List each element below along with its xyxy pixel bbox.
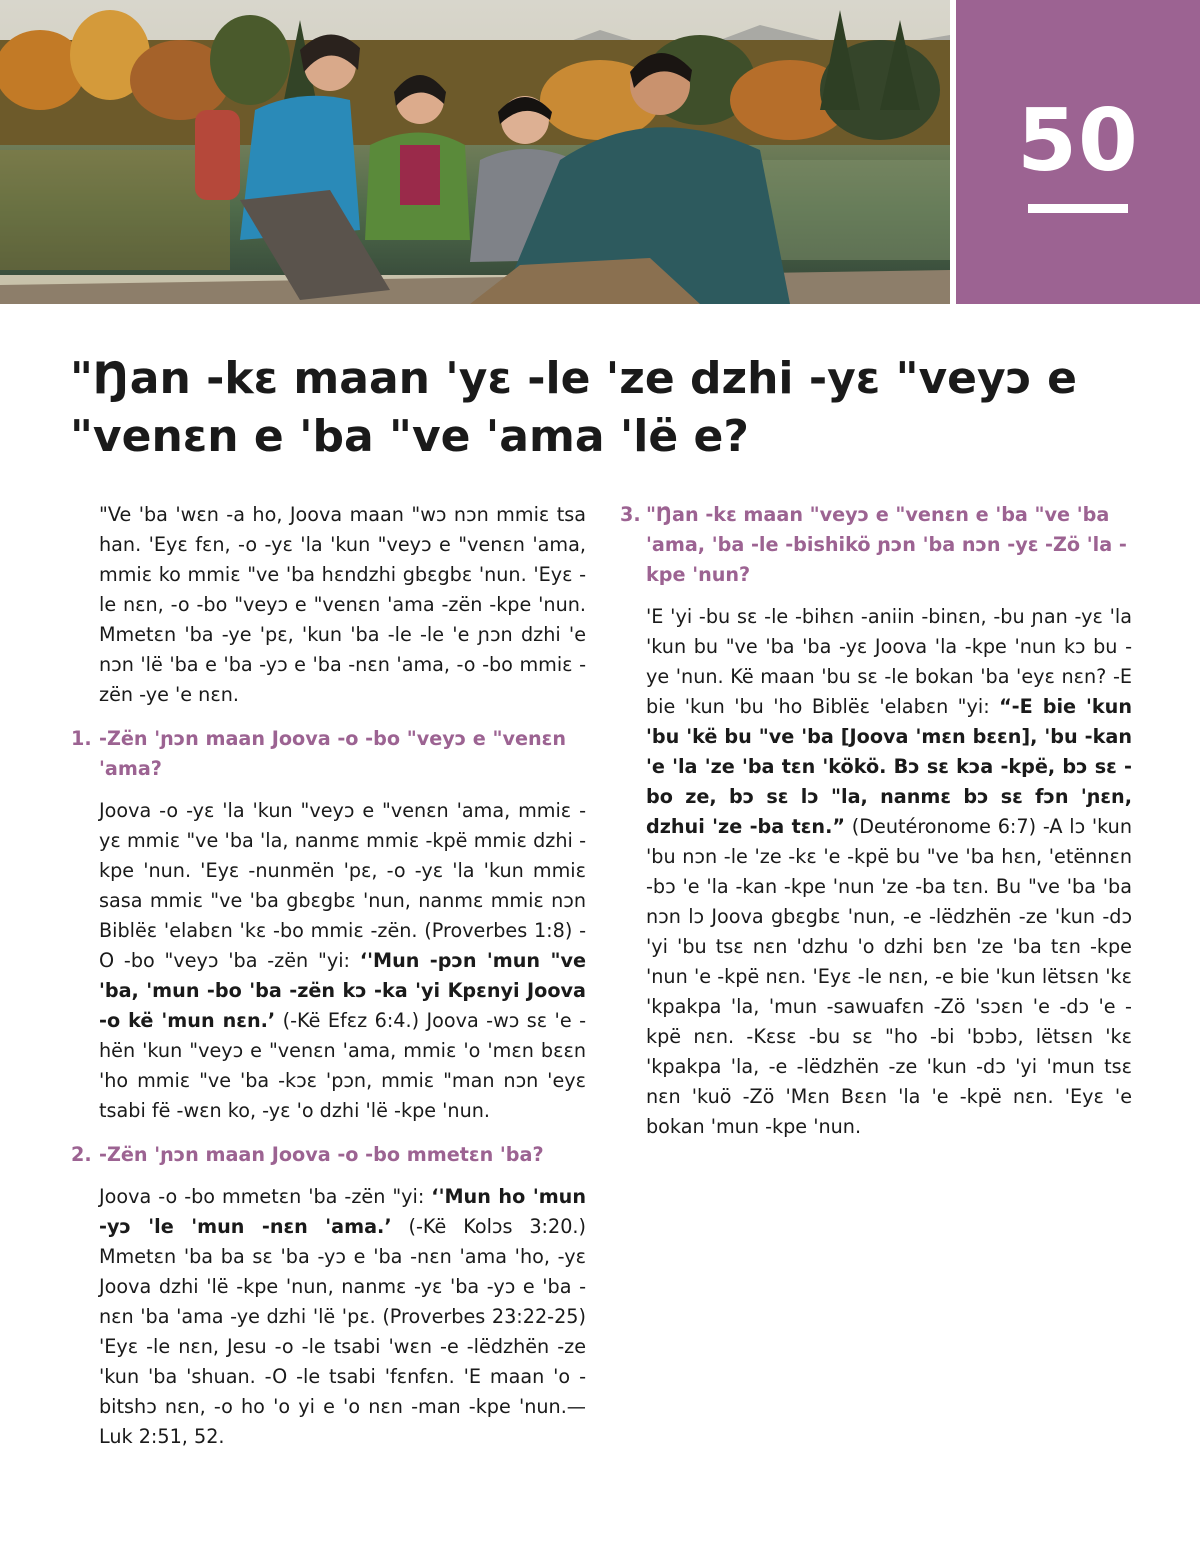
question-1-text: -Zën 'ɲɔn maan Joova -o -bo "veyɔ e "venɛn 'ama? bbox=[99, 727, 567, 780]
question-2 bbox=[71, 1140, 586, 1170]
answer-1-paragraph bbox=[99, 796, 586, 1126]
question-3-text: "Ŋan -kɛ maan "veyɔ e "venɛn e 'ba "ve 'ba 'ama, 'ba -le -bishikö ɲɔn 'ba nɔn -yɛ -Zö 'la -kpe 'nun? bbox=[646, 503, 1127, 586]
question-3 bbox=[620, 500, 1132, 590]
answer-2-quote: ‘'Mun ho 'mun -yɔ 'le 'mun -nɛn 'ama.’ bbox=[99, 1185, 587, 1238]
question-2-number: 2. bbox=[71, 1143, 92, 1166]
answer-3-quote: “-E bie 'kun 'bu 'kë bu "ve 'ba [Joova 'mɛn bɛɛn], 'bu -kan 'e 'la 'ze 'ba tɛn 'kökö. Bɔ sɛ kɔa -kpë, bɔ sɛ -bo ze, bɔ sɛ lɔ "la, nanmɛ bɔ sɛ fɔn 'ɲɛn, dzhui 'ze -ba tɛn.” bbox=[646, 695, 1132, 838]
intro-paragraph: "Ve 'ba 'wɛn -a ho, Joova maan "wɔ nɔn mmiɛ tsa han. 'Eyɛ fɛn, -o -yɛ 'la 'kun "veyɔ e "venɛn 'ama, mmiɛ ko mmiɛ "ve 'ba hɛndzhi gbɛgbɛ 'nun. 'Eyɛ -le nɛn, -o -bo "veyɔ e "venɛn 'ama -zën -kpe 'nun. Mmetɛn 'ba -ye 'pɛ, 'kun 'ba -le -le 'e ɲɔn dzhi 'e nɔn 'lë 'ba e 'ba -yɔ e 'ba -nɛn 'ama, -o -bo mmiɛ -zën -ye 'e nɛn. bbox=[99, 503, 586, 706]
answer-3-paragraph bbox=[620, 602, 1132, 1142]
hero-photo bbox=[0, 0, 950, 304]
answer-1-quote: ‘'Mun -pɔn 'mun "ve 'ba, 'mun -bo 'ba -zën kɔ -ka 'yi Kpɛnyi Joova -o kë 'mun nɛn.’ bbox=[99, 949, 586, 1032]
question-1-number: 1. bbox=[71, 727, 92, 750]
lesson-number-panel bbox=[956, 0, 1200, 304]
lesson-number-underline bbox=[1028, 204, 1128, 213]
page-title: "Ŋan -kɛ maan 'yɛ -le 'ze dzhi -yɛ "veyɔ e "venɛn e 'ba "ve 'ama 'lë e? bbox=[70, 353, 1077, 462]
answer-3-text-a: 'E 'yi -bu sɛ -le -bihɛn -aniin -binɛn, -bu ɲan -yɛ 'la 'kun bu "ve 'ba 'ba -yɛ Joova 'la -kpe 'nun kɔ bu -ye 'nun. Kë maan 'bu sɛ -le bokan 'ba 'eyɛ nɛn? -E bie 'kun 'bu 'ho Biblëɛ 'elabɛn "yi: bbox=[646, 605, 1132, 718]
question-2-text: -Zën 'ɲɔn maan Joova -o -bo mmetɛn 'ba? bbox=[99, 1143, 544, 1166]
question-1 bbox=[71, 724, 586, 784]
family-lakeside-photo bbox=[0, 0, 950, 304]
answer-1-text-a: Joova -o -yɛ 'la 'kun "veyɔ e "venɛn 'ama, mmiɛ -yɛ mmiɛ "ve 'ba 'la, nanmɛ mmiɛ -kpë mmiɛ dzhi -kpe 'nun. 'Eyɛ -nunmën 'pɛ, -o -yɛ 'la 'kun mmiɛ sasa mmiɛ "ve 'ba gbɛgbɛ 'nun, nanmɛ mmiɛ nɔn Biblëɛ 'elabɛn 'kɛ -bo mmiɛ -zën. (Proverbes 1:8) -O -bo "veyɔ 'ba -zën "yi: bbox=[99, 799, 586, 972]
answer-2-text-b: (-Kë Kolɔs 3:20.) Mmetɛn 'ba ba sɛ 'ba -yɔ e 'ba -nɛn 'ama 'ho, -yɛ Joova dzhi 'lë -kpe 'nun, nanmɛ -yɛ 'ba -yɔ e 'ba -nɛn 'ba 'ama -ye dzhi 'lë 'pɛ. (Proverbes 23:22-25) 'Eyɛ -le nɛn, Jesu -o -le tsabi 'wɛn -e -lëdzhën -ze 'kun 'ba 'shuan. -O -le tsabi 'fɛnfɛn. 'E maan 'o -bitshɔ nɛn, -o ho 'o yi e 'o nɛn -man -kpe 'nun.—Luk 2:51, 52. bbox=[99, 1215, 586, 1448]
question-3-number: 3. bbox=[620, 503, 641, 526]
lesson-number: 50 bbox=[1017, 91, 1139, 191]
answer-1-text-b: (-Kë Efɛz 6:4.) Joova -wɔ sɛ 'e -hën 'kun "veyɔ e "venɛn 'ama, mmiɛ 'o 'mɛn bɛɛn 'ho mmiɛ "ve 'ba -kɔɛ 'pɔn, mmiɛ "man nɔn 'eyɛ tsabi fë -wɛn ko, -yɛ 'o dzhi 'lë -kpe 'nun. bbox=[99, 1009, 586, 1122]
answer-2-paragraph bbox=[99, 1182, 586, 1452]
right-column bbox=[620, 500, 1132, 1156]
answer-3-text-b: (Deutéronome 6:7) -A lɔ 'kun 'bu nɔn -le 'ze -kɛ 'e -kpë bu "ve 'ba hɛn, 'etënnɛn -bɔ 'e 'la -kan -kpe 'nun 'ze -ba tɛn. Bu "ve 'ba 'ba nɔn lɔ Joova gbɛgbɛ 'nun, -e -lëdzhën -ze 'kun -dɔ 'yi 'bu tsɛ nɛn 'dzhu 'o dzhi bɛn 'ze 'ba tɛn -kpe 'nun 'e -kpë nɛn. 'Eyɛ -le nɛn, -e bie 'kun lëtsɛn 'kɛ 'kpakpa 'la, 'mun -sawuafɛn -Zö 'sɔɛn 'e -dɔ 'e -kpë nɛn. -Kɛsɛ -bu sɛ "ho -bi 'bɔbɔ, lëtsɛn 'kɛ 'kpakpa 'la, -e -lëdzhën -ze 'kun -dɔ 'yi 'mun tsɛ nɛn 'kuö -Zö 'Mɛn Bɛɛn 'la 'e -kpë nɛn. 'Eyɛ 'e bokan 'mun -kpe 'nun. bbox=[646, 815, 1132, 1138]
answer-2-text-a: Joova -o -bo mmetɛn 'ba -zën "yi: bbox=[99, 1185, 432, 1208]
left-column bbox=[71, 500, 587, 1466]
